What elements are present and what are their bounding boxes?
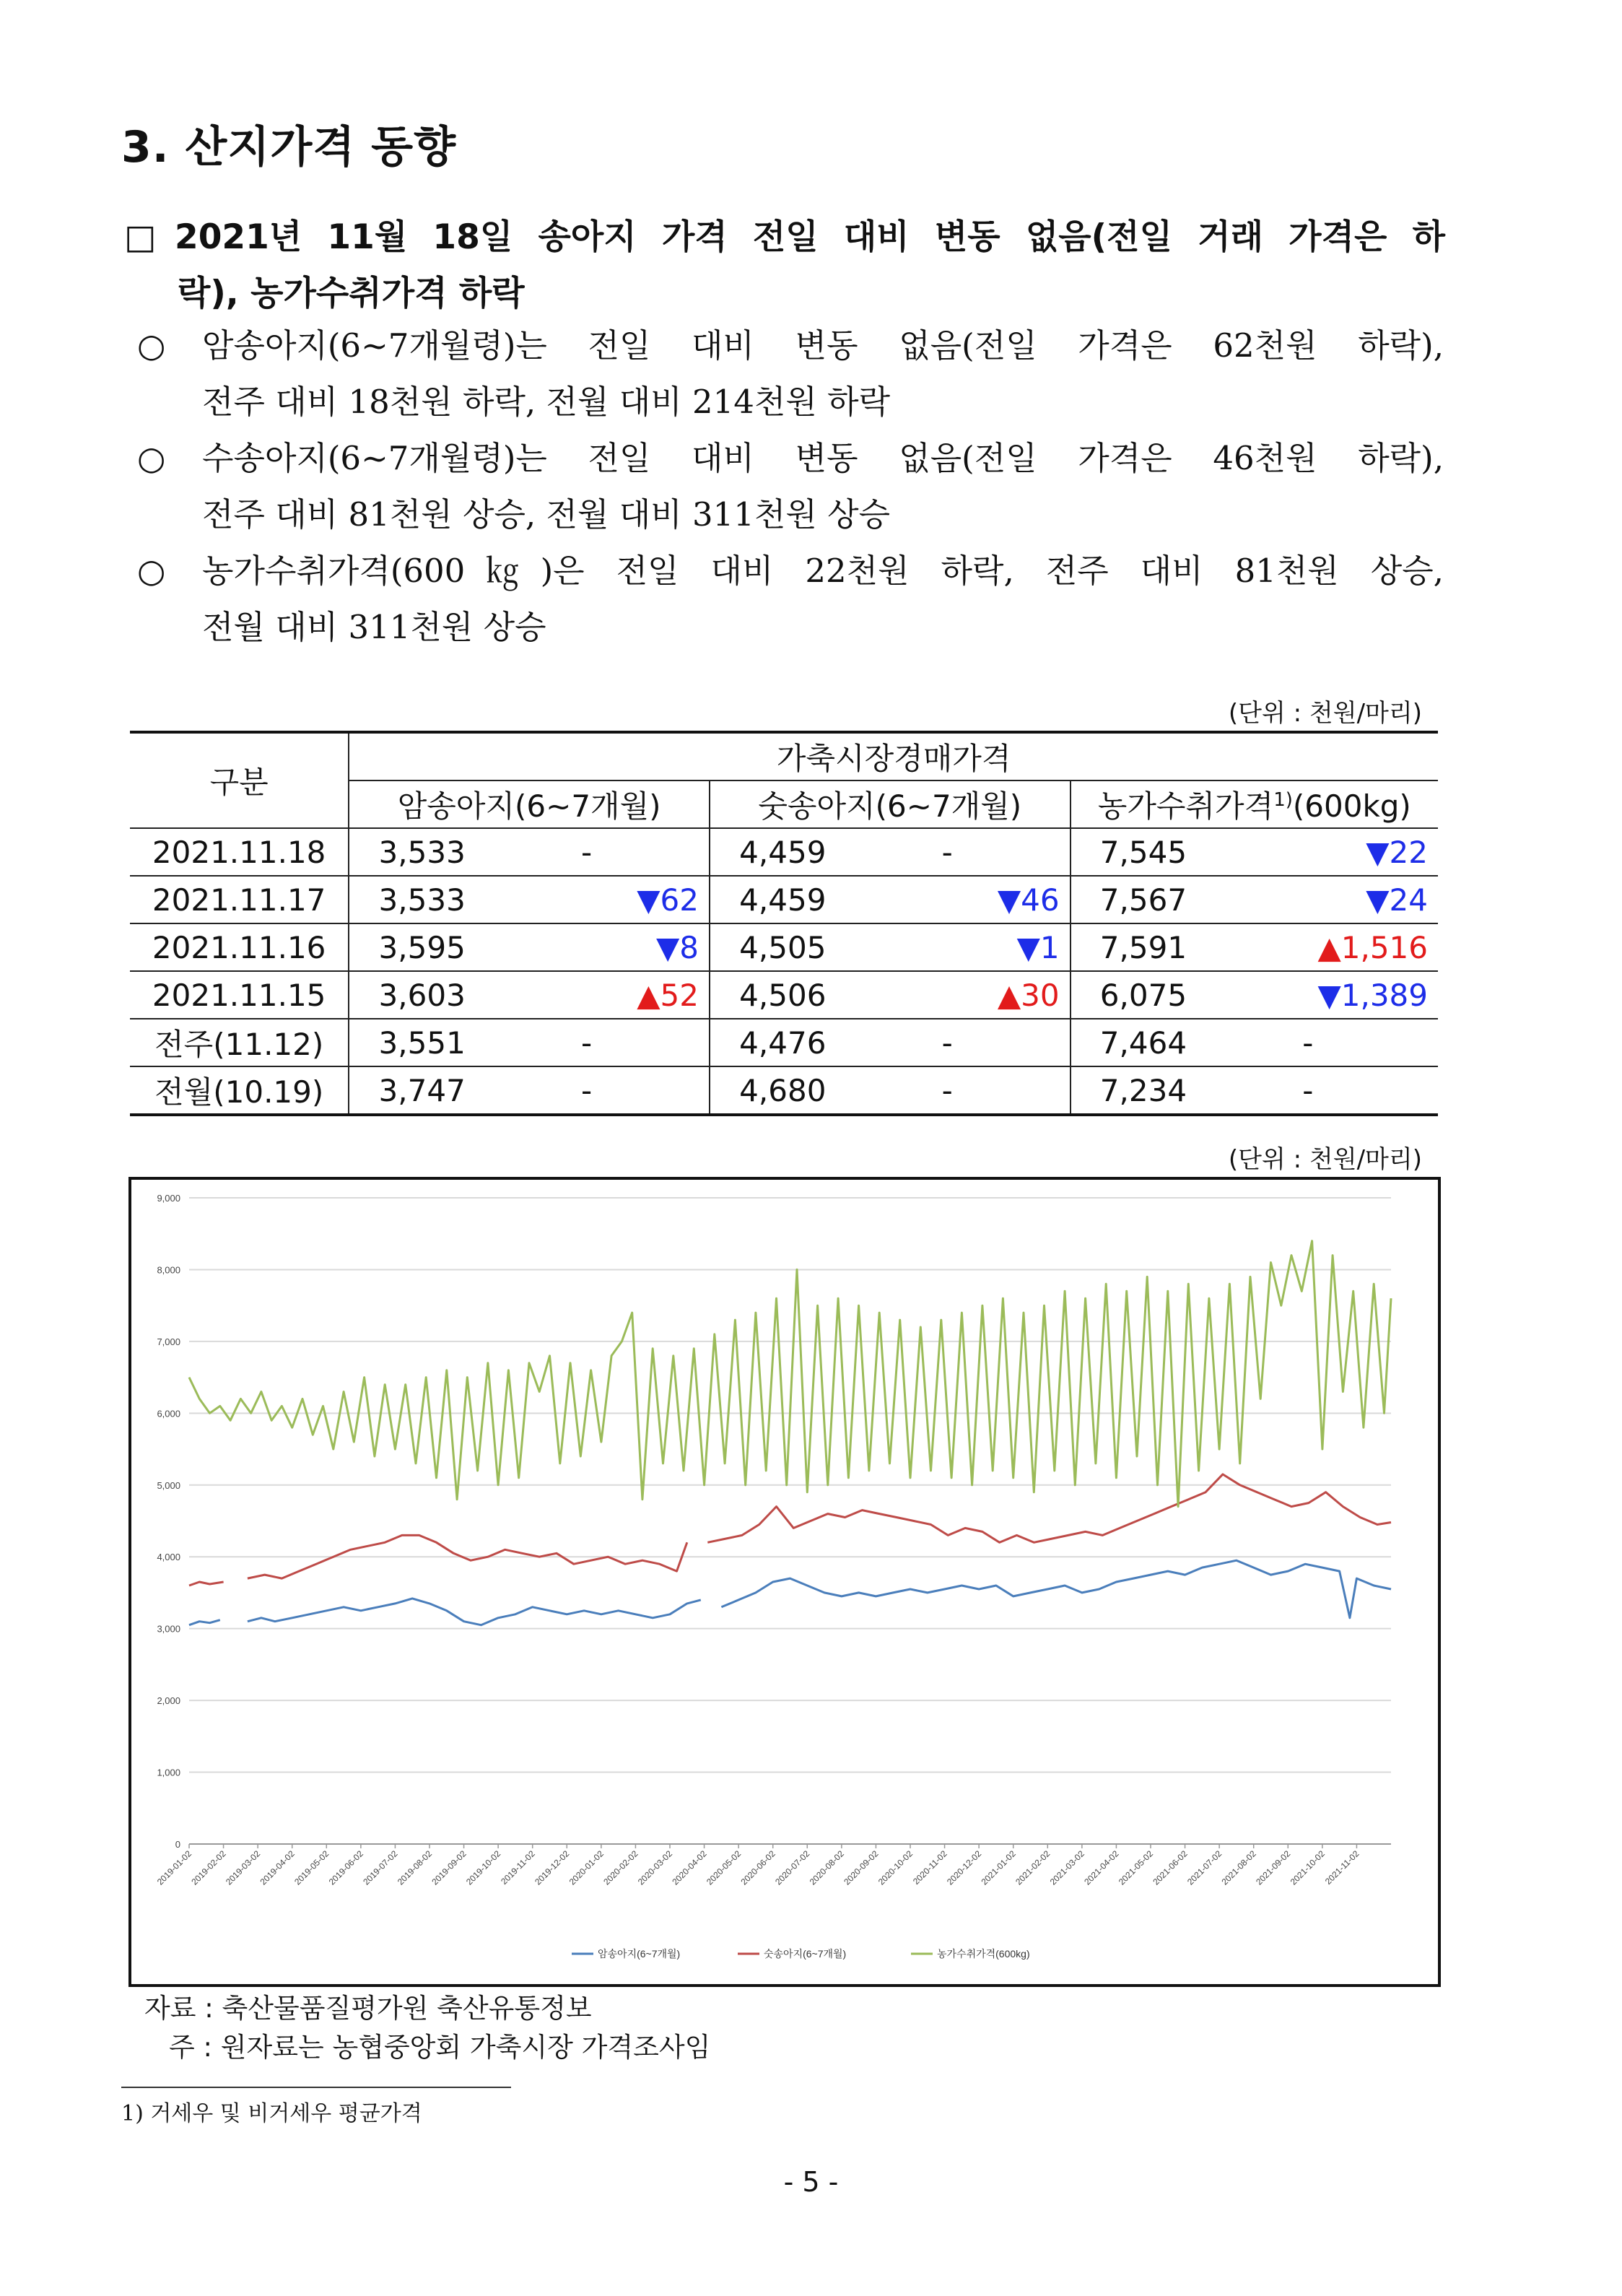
- row-value: 7,591: [1071, 923, 1216, 971]
- x-tick-label: 2019-04-02: [258, 1848, 297, 1887]
- row-date: 전월(10.19): [130, 1066, 349, 1115]
- x-tick-label: 2020-08-02: [807, 1848, 846, 1887]
- y-tick-label: 4,000: [157, 1552, 180, 1563]
- bullet-item: [137, 543, 1444, 656]
- x-tick-label: 2021-05-02: [1116, 1848, 1156, 1887]
- chart-unit-label: (단위 : 천원/마리): [1228, 1145, 1422, 1174]
- row-value: 4,459: [710, 876, 855, 923]
- x-tick-label: 2020-05-02: [704, 1848, 744, 1887]
- row-value: 3,533: [349, 876, 494, 923]
- x-tick-label: 2019-05-02: [292, 1848, 331, 1887]
- row-date: 전주(11.12): [130, 1019, 349, 1066]
- row-change: ▼1: [855, 923, 1071, 971]
- table-row: [130, 971, 1438, 1019]
- x-tick-label: 2019-07-02: [361, 1848, 400, 1887]
- legend-label: 암송아지(6~7개월): [598, 1948, 681, 1960]
- x-tick-label: 2020-04-02: [670, 1848, 709, 1887]
- row-value: 7,234: [1071, 1066, 1216, 1115]
- x-tick-label: 2021-02-02: [1013, 1848, 1052, 1887]
- row-change: ▼24: [1216, 876, 1438, 923]
- page-number: - 5 -: [783, 2166, 839, 2198]
- row-change: ▲30: [855, 971, 1071, 1019]
- x-tick-label: 2021-09-02: [1254, 1848, 1293, 1887]
- price-line-chart: [131, 1180, 1438, 1984]
- row-value: 4,505: [710, 923, 855, 971]
- circle-bullet-icon: ○: [137, 552, 166, 590]
- x-tick-label: 2019-03-02: [223, 1848, 263, 1887]
- table-row: [130, 1019, 1438, 1066]
- y-tick-label: 8,000: [157, 1264, 180, 1276]
- x-tick-label: 2021-01-02: [979, 1848, 1018, 1887]
- row-change: -: [494, 828, 710, 876]
- x-tick-label: 2021-10-02: [1288, 1848, 1327, 1887]
- row-value: 3,603: [349, 971, 494, 1019]
- table-header-category: 구분: [130, 732, 349, 828]
- y-tick-label: 5,000: [157, 1479, 180, 1491]
- col3-prefix: 농가수취가격: [1097, 788, 1274, 824]
- col3-suffix: (600kg): [1292, 788, 1411, 824]
- row-value: 7,567: [1071, 876, 1216, 923]
- y-tick-label: 1,000: [157, 1767, 180, 1778]
- x-tick-label: 2020-07-02: [773, 1848, 812, 1887]
- table-header-col2: 숫송아지(6~7개월): [710, 780, 1071, 828]
- table-header-group: 가축시장경매가격: [349, 732, 1438, 780]
- table-unit-label: (단위 : 천원/마리): [1228, 699, 1422, 728]
- x-tick-label: 2020-03-02: [635, 1848, 675, 1887]
- series-line-0: [189, 1560, 1391, 1625]
- row-value: 3,747: [349, 1066, 494, 1115]
- row-date: 2021.11.15: [130, 971, 349, 1019]
- row-value: 6,075: [1071, 971, 1216, 1019]
- bullet-text: 전주 대비 81천원 상승, 전월 대비 311천원 상승: [202, 495, 891, 534]
- chart-frame: [128, 1177, 1441, 1987]
- row-change: ▲52: [494, 971, 710, 1019]
- row-value: 4,506: [710, 971, 855, 1019]
- x-tick-label: 2020-12-02: [944, 1848, 984, 1887]
- y-tick-label: 0: [175, 1839, 180, 1850]
- bullet-item: [137, 430, 1444, 543]
- row-value: 4,459: [710, 828, 855, 876]
- x-tick-label: 2021-08-02: [1219, 1848, 1258, 1887]
- table-row: [130, 876, 1438, 923]
- row-value: 3,551: [349, 1019, 494, 1066]
- price-table: [130, 731, 1438, 1116]
- legend-label: 농가수취가격(600kg): [937, 1948, 1030, 1960]
- row-value: 3,595: [349, 923, 494, 971]
- x-tick-label: 2019-02-02: [189, 1848, 228, 1887]
- x-tick-label: 2019-06-02: [326, 1848, 365, 1887]
- table-row: [130, 828, 1438, 876]
- row-change: ▼22: [1216, 828, 1438, 876]
- y-tick-label: 2,000: [157, 1695, 180, 1707]
- circle-bullet-icon: ○: [137, 439, 166, 477]
- bullet-item: [137, 318, 1444, 430]
- row-change: -: [1216, 1066, 1438, 1115]
- row-change: -: [855, 1066, 1071, 1115]
- table-header-col1: 암송아지(6~7개월): [349, 780, 710, 828]
- x-tick-label: 2020-06-02: [738, 1848, 777, 1887]
- x-tick-label: 2021-11-02: [1322, 1848, 1361, 1887]
- row-value: 7,464: [1071, 1019, 1216, 1066]
- bullet-list: [137, 318, 1444, 656]
- x-tick-label: 2020-10-02: [876, 1848, 915, 1887]
- x-tick-label: 2019-01-02: [154, 1848, 194, 1887]
- table-row: [130, 923, 1438, 971]
- headline-line2: 락), 농가수취가격 하락: [178, 274, 525, 313]
- y-tick-label: 6,000: [157, 1408, 180, 1419]
- x-tick-label: 2019-11-02: [499, 1848, 537, 1887]
- row-date: 2021.11.17: [130, 876, 349, 923]
- bullet-text: 농가수취가격(600㎏)은 전일 대비 22천원 하락, 전주 대비 81천원 상승,: [202, 552, 1444, 590]
- row-change: ▼46: [855, 876, 1071, 923]
- table-header-col3: [1071, 780, 1438, 828]
- legend-label: 숫송아지(6~7개월): [764, 1948, 847, 1960]
- y-tick-label: 9,000: [157, 1193, 180, 1204]
- row-value: 4,680: [710, 1066, 855, 1115]
- x-tick-label: 2020-11-02: [911, 1848, 949, 1887]
- headline-line1: 2021년 11월 18일 송아지 가격 전일 대비 변동 없음(전일 거래 가격은 하: [175, 217, 1445, 257]
- row-date: 2021.11.18: [130, 828, 349, 876]
- row-value: 3,533: [349, 828, 494, 876]
- x-tick-label: 2021-07-02: [1185, 1848, 1224, 1887]
- bullet-text: 암송아지(6~7개월령)는 전일 대비 변동 없음(전일 가격은 62천원 하락),: [202, 326, 1444, 365]
- table-row: [130, 1066, 1438, 1115]
- x-tick-label: 2020-01-02: [567, 1848, 606, 1887]
- bullet-text: 전월 대비 311천원 상승: [202, 608, 546, 646]
- section-title: 3. 산지가격 동향: [121, 122, 457, 173]
- x-tick-label: 2021-03-02: [1047, 1848, 1086, 1887]
- col3-footnote-mark: 1): [1273, 789, 1293, 811]
- notes: [144, 1989, 710, 2067]
- row-change: -: [494, 1019, 710, 1066]
- row-date: 2021.11.16: [130, 923, 349, 971]
- row-change: -: [1216, 1019, 1438, 1066]
- row-change: ▼8: [494, 923, 710, 971]
- row-change: -: [855, 1019, 1071, 1066]
- bullet-text: 수송아지(6~7개월령)는 전일 대비 변동 없음(전일 가격은 46천원 하락),: [202, 439, 1444, 477]
- x-tick-label: 2019-09-02: [430, 1848, 468, 1887]
- row-change: -: [855, 828, 1071, 876]
- x-tick-label: 2019-08-02: [395, 1848, 435, 1887]
- x-tick-label: 2020-02-02: [601, 1848, 640, 1887]
- footnote: 1) 거세우 및 비거세우 평균가격: [121, 2101, 422, 2126]
- x-tick-label: 2021-06-02: [1151, 1848, 1190, 1887]
- footnote-divider: [121, 2087, 511, 2088]
- data-note: 주 : 원자료는 농협중앙회 가축시장 가격조사임: [169, 2032, 711, 2063]
- y-tick-label: 7,000: [157, 1336, 180, 1347]
- x-tick-label: 2019-12-02: [533, 1848, 572, 1887]
- source-note: 자료 : 축산물품질평가원 축산유통정보: [144, 1993, 592, 2024]
- x-tick-label: 2021-04-02: [1082, 1848, 1121, 1887]
- x-tick-label: 2020-09-02: [842, 1848, 881, 1887]
- row-change: -: [494, 1066, 710, 1115]
- x-tick-label: 2019-10-02: [463, 1848, 503, 1887]
- circle-bullet-icon: ○: [137, 326, 166, 365]
- series-line-1: [189, 1474, 1391, 1586]
- y-tick-label: 3,000: [157, 1623, 180, 1635]
- row-value: 7,545: [1071, 828, 1216, 876]
- bullet-text: 전주 대비 18천원 하락, 전월 대비 214천원 하락: [202, 383, 891, 421]
- series-line-2: [189, 1241, 1391, 1507]
- row-change: ▼1,389: [1216, 971, 1438, 1019]
- headline: [124, 209, 1445, 322]
- row-value: 4,476: [710, 1019, 855, 1066]
- square-bullet-icon: □: [124, 217, 157, 257]
- row-change: ▲1,516: [1216, 923, 1438, 971]
- row-change: ▼62: [494, 876, 710, 923]
